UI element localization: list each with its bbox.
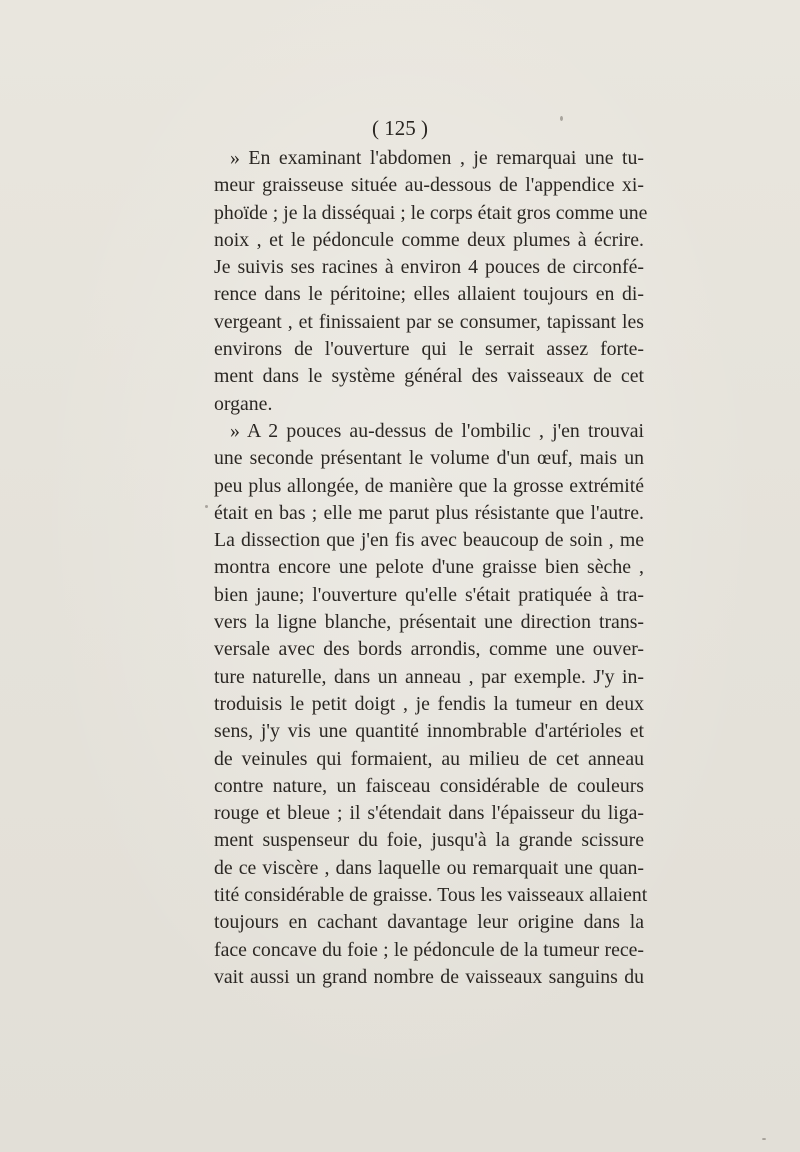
text-line: rouge et bleue ; il s'étendait dans l'épaisseur du liga-: [214, 802, 644, 825]
text-line: versale avec des bords arrondis, comme une ouver-: [214, 638, 644, 661]
text-line: phoïde ; je la disséquai ; le corps était gros comme une: [214, 201, 648, 224]
text-line: troduisis le petit doigt , je fendis la tumeur en deux: [214, 692, 644, 715]
text-line: noix , et le pédoncule comme deux plumes à écrire.: [214, 228, 644, 251]
text-line: » A 2 pouces au-dessus de l'ombilic , j'en trouvai: [230, 419, 644, 442]
paragraph-1: [214, 145, 648, 418]
paper-speck: [560, 116, 563, 121]
text-line: environs de l'ouverture qui le serrait assez forte-: [214, 338, 644, 361]
paper-speck: [205, 505, 208, 508]
text-line: toujours en cachant davantage leur origine dans la: [214, 911, 644, 934]
text-line: une seconde présentant le volume d'un œuf, mais un: [214, 447, 644, 470]
text-line: organe.: [214, 392, 273, 415]
text-line: » En examinant l'abdomen , je remarquai une tu-: [230, 147, 644, 169]
text-line: Je suivis ses racines à environ 4 pouces de circonfé-: [214, 256, 644, 279]
text-line: rence dans le péritoine; elles allaient toujours en di-: [214, 283, 644, 306]
text-line: tité considérable de graisse. Tous les vaisseaux allaient: [214, 884, 648, 907]
text-line: ment suspenseur du foie, jusqu'à la grande scissure: [214, 829, 644, 852]
text-line: de ce viscère , dans laquelle ou remarquait une quan-: [214, 856, 644, 879]
text-line: bien jaune; l'ouverture qu'elle s'était pratiquée à tra-: [214, 583, 644, 606]
body-text: [214, 145, 648, 991]
text-line: était en bas ; elle me parut plus résistante que l'autre.: [214, 501, 644, 524]
text-line: vers la ligne blanche, présentait une direction trans-: [214, 611, 644, 634]
text-line: sens, j'y vis une quantité innombrable d'artérioles et: [214, 720, 644, 743]
text-line: vergeant , et finissaient par se consumer, tapissant les: [214, 310, 644, 333]
text-line: ture naturelle, dans un anneau , par exemple. J'y in-: [214, 665, 644, 688]
text-line: montra encore une pelote d'une graisse bien sèche ,: [214, 556, 644, 579]
text-line: meur graisseuse située au-dessous de l'appendice xi-: [214, 174, 644, 197]
text-line: contre nature, un faisceau considérable de couleurs: [214, 774, 644, 797]
paper-speck: [762, 1138, 766, 1140]
paragraph-2: [214, 418, 648, 991]
text-line: La dissection que j'en fis avec beaucoup de soin , me: [214, 529, 644, 552]
page-number: ( 125 ): [372, 116, 428, 140]
text-line: peu plus allongée, de manière que la grosse extrémité: [214, 474, 644, 497]
text-line: face concave du foie ; le pédoncule de la tumeur rece-: [214, 938, 644, 961]
text-line: vait aussi un grand nombre de vaisseaux sanguins du: [214, 965, 644, 988]
text-line: ment dans le système général des vaisseaux de cet: [214, 365, 644, 388]
text-line: de veinules qui formaient, au milieu de cet anneau: [214, 747, 644, 770]
